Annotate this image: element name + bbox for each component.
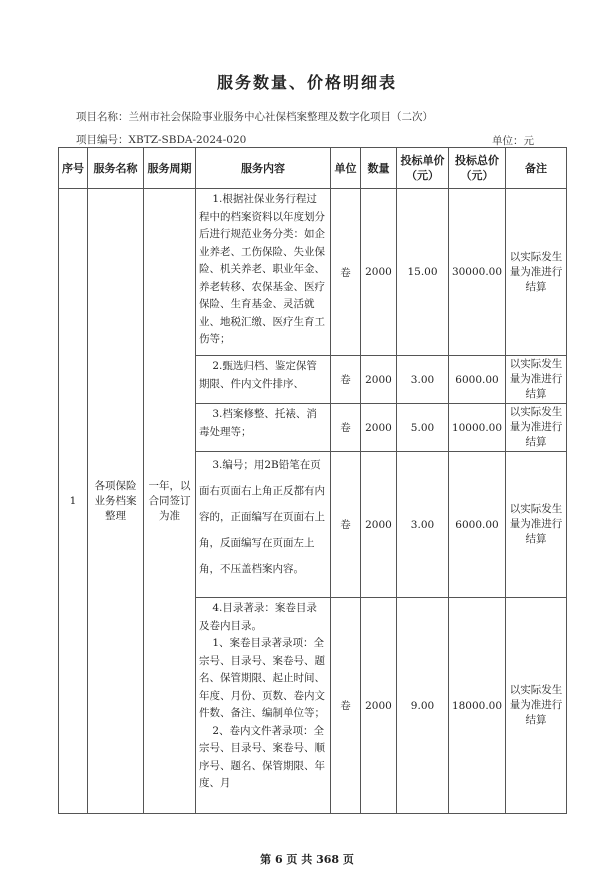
price-cell: 15.00 [397,189,449,356]
qty-cell: 2000 [361,598,397,814]
unit-cell: 卷 [331,404,361,452]
header-unit: 单位 [331,148,361,189]
qty-cell: 2000 [361,356,397,404]
unit-cell: 卷 [331,356,361,404]
note-cell: 以实际发生量为准进行结算 [506,452,567,598]
page-title: 服务数量、价格明细表 [216,73,397,92]
note-cell: 以实际发生量为准进行结算 [506,598,567,814]
unit-cell: 卷 [331,598,361,814]
header-service-period: 服务周期 [144,148,196,189]
page-footer: 第 6 页 共 368 页 [260,853,354,866]
seq-cell: 1 [59,189,88,814]
header-unit-price: 投标单价（元） [397,148,449,189]
header-service-name: 服务名称 [88,148,144,189]
content-cell: 3.档案修整、托裱、消毒处理等； [196,404,331,452]
price-cell: 9.00 [397,598,449,814]
note-cell: 以实际发生量为准进行结算 [506,404,567,452]
price-cell: 3.00 [397,356,449,404]
header-remarks: 备注 [506,148,567,189]
content-cell: 1.根据社保业务行程过程中的档案资料以年度划分后进行规范业务分类：如企业养老、工伤保险、失业保险、机关养老、职业年金、养老转移、农保基金、医疗保险、生育基金、灵活就业、地税汇缴、医疗生育工伤等； [196,189,331,356]
header-total-price: 投标总价（元） [449,148,506,189]
qty-cell: 2000 [361,452,397,598]
price-detail-table [58,147,567,814]
qty-cell: 2000 [361,189,397,356]
content-cell: 3.编号；用2B铅笔在页面右页面右上角正反都有内容的，正面编写在页面右上角，反面编写在页面左上角，不压盖档案内容。 [196,452,331,598]
total-cell: 6000.00 [449,452,506,598]
total-cell: 30000.00 [449,189,506,356]
header-seq: 序号 [59,148,88,189]
project-name: 项目名称：兰州市社会保险事业服务中心社保档案整理及数字化项目（二次） [76,111,433,123]
content-cell: 2.甄选归档、鉴定保管期限、件内文件排序、 [196,356,331,404]
total-cell: 18000.00 [449,598,506,814]
service-name-cell: 各项保险业务档案整理 [88,189,144,814]
table-row [59,189,567,356]
note-cell: 以实际发生量为准进行结算 [506,189,567,356]
price-cell: 3.00 [397,452,449,598]
header-quantity: 数量 [361,148,397,189]
header-service-content: 服务内容 [196,148,331,189]
unit-cell: 卷 [331,189,361,356]
table-header-row [59,148,567,189]
service-period-cell: 一年，以合同签订为准 [144,189,196,814]
content-cell: 4.目录著录：案卷目录及卷内目录。 1、案卷目录著录项：全宗号、目录号、案卷号、题名、保管期限、起止时间、年度、月份、页数、卷内文件数、备注、编制单位等； 2、卷内文件著录项：全宗号、目录号、案卷号、顺序号、题名、保管期限、年度、月 [196,598,331,814]
project-number: 项目编号：XBTZ-SBDA-2024-020 [76,134,247,146]
qty-cell: 2000 [361,404,397,452]
total-cell: 10000.00 [449,404,506,452]
unit-cell: 卷 [331,452,361,598]
note-cell: 以实际发生量为准进行结算 [506,356,567,404]
currency-unit: 单位：元 [492,135,534,147]
price-cell: 5.00 [397,404,449,452]
total-cell: 6000.00 [449,356,506,404]
